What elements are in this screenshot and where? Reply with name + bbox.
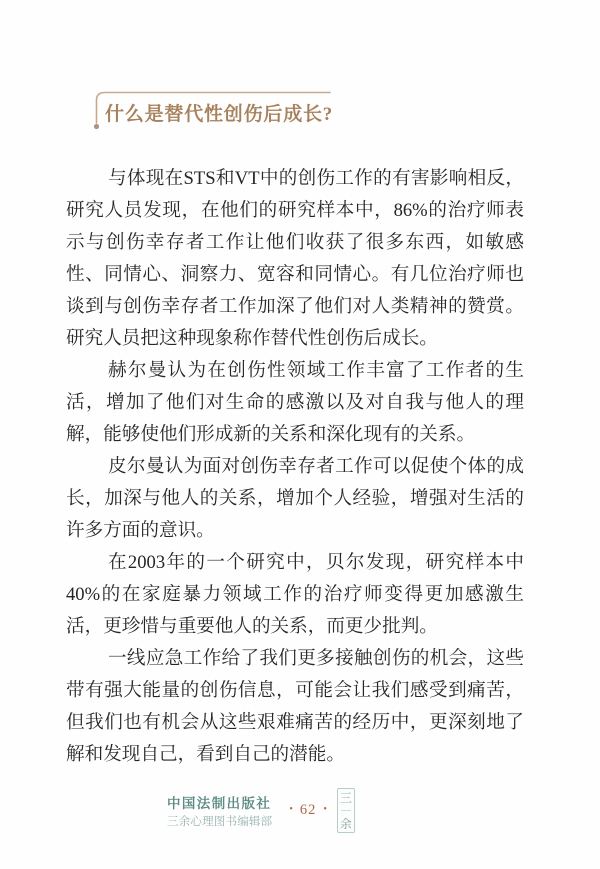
text-line: 在2003年的一个研究中，贝尔发现，研究样本中 xyxy=(108,552,524,573)
publisher-seal xyxy=(337,788,355,833)
text-line: 示与创伤幸存者工作让他们收获了很多东西，如敏感 xyxy=(66,232,524,253)
seal-char-top: 三 xyxy=(339,790,352,805)
text-line: 研究人员把这种现象称作替代性创伤后成长。 xyxy=(66,328,438,349)
text-line: 活，更珍惜与重要他人的关系，而更少批判。 xyxy=(66,616,438,637)
page-number-bullet-right: • xyxy=(323,804,327,815)
page-title: 什么是替代性创伤后成长? xyxy=(105,104,334,125)
text-line: 带有强大能量的创伤信息，可能会让我们感受到痛苦， xyxy=(66,680,524,701)
text-line: 长，加深与他人的关系，增加个人经验，增强对生活的 xyxy=(66,488,524,509)
page-number: 62 xyxy=(299,801,317,818)
publisher-name: 中国法制出版社 xyxy=(167,795,272,811)
text-line: 许多方面的意识。 xyxy=(66,520,215,541)
text-line: 与体现在STS和VT中的创伤工作的有害影响相反， xyxy=(108,168,524,189)
footer xyxy=(167,788,355,832)
text-line: 皮尔曼认为面对创伤幸存者工作可以促使个体的成 xyxy=(108,456,524,477)
text-line: 赫尔曼认为在创伤性领域工作丰富了工作者的生 xyxy=(108,360,524,381)
publisher-block xyxy=(167,792,272,829)
paragraph xyxy=(66,355,524,451)
text-line: 解和发现自己，看到自己的潜能。 xyxy=(66,744,345,765)
paragraph xyxy=(66,451,524,547)
page-number-bullet-left: • xyxy=(289,804,293,815)
text-line: 解，能够使他们形成新的关系和深化现有的关系。 xyxy=(66,424,476,445)
seal-char-bottom: 余 xyxy=(339,816,352,831)
text-line: 一线应急工作给了我们更多接触创伤的机会，这些 xyxy=(108,648,524,669)
body-text xyxy=(66,163,524,771)
paragraph xyxy=(66,547,524,643)
paragraph xyxy=(66,643,524,771)
paragraph xyxy=(66,163,524,355)
imprint-name: 三余心理图书编辑部 xyxy=(167,815,273,828)
text-line: 40%的在家庭暴力领域工作的治疗师变得更加感激生 xyxy=(66,584,524,605)
text-line: 但我们也有机会从这些艰难痛苦的经历中，更深刻地了 xyxy=(66,712,524,733)
text-line: 活，增加了他们对生命的感激以及对自我与他人的理 xyxy=(66,392,524,413)
text-line: 谈到与创伤幸存者工作加深了他们对人类精神的赞赏。 xyxy=(66,296,524,317)
text-line: 研究人员发现，在他们的研究样本中，86%的治疗师表 xyxy=(66,200,524,221)
page-number-group xyxy=(289,802,327,819)
seal-divider xyxy=(341,810,351,811)
text-line: 性、同情心、洞察力、宽容和同情心。有几位治疗师也 xyxy=(66,264,524,285)
